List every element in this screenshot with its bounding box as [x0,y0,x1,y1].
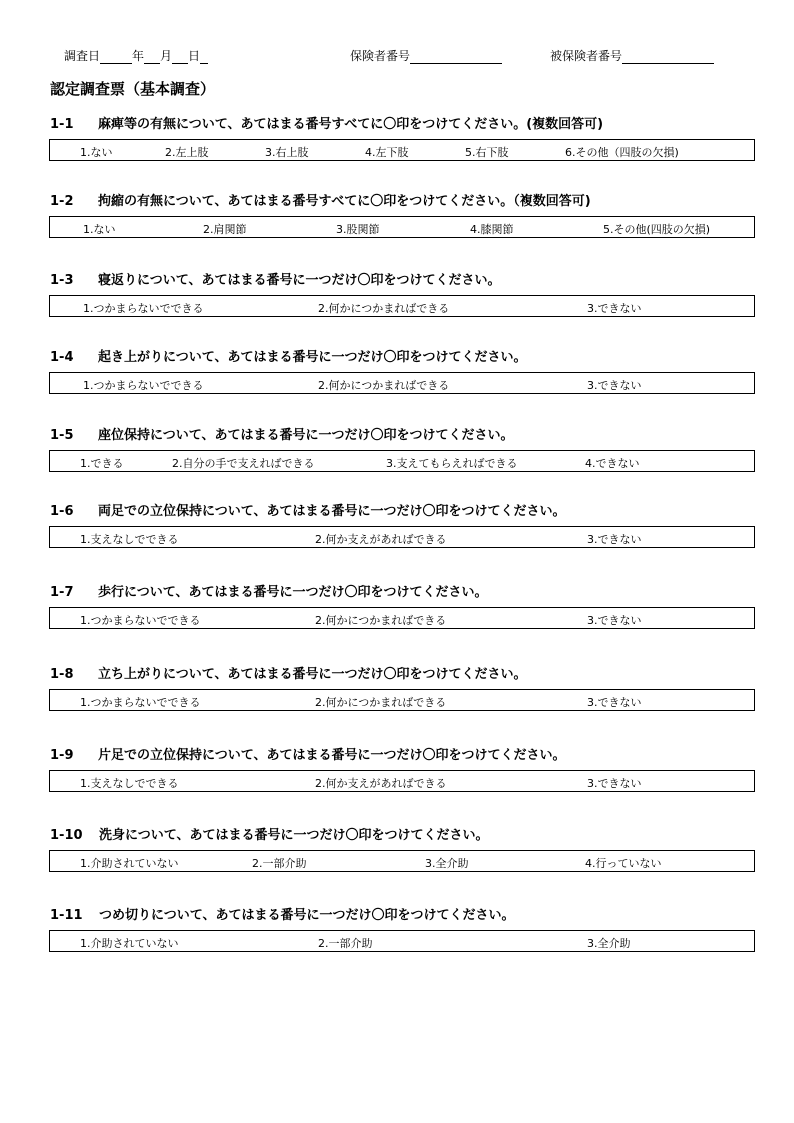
option-1[interactable]: 1.支えなしでできる [80,777,179,790]
option-1[interactable]: 1.介助されていない [80,937,179,950]
question-title [50,272,755,290]
options-box [49,930,755,952]
option-3[interactable]: 3.できない [587,379,642,392]
question-number: 1-8 [50,667,74,682]
question-text: 歩行について、あてはまる番号に一つだけ〇印をつけてください。 [98,585,488,600]
question-number: 1-4 [50,350,74,365]
question-title [50,116,755,134]
question-text: 寝返りについて、あてはまる番号に一つだけ〇印をつけてください。 [98,273,501,288]
option-1[interactable]: 1.つかまらないでできる [80,696,201,709]
question-text: 拘縮の有無について、あてはまる番号すべてに〇印をつけてください。（複数回答可) [98,194,591,209]
question-number: 1-9 [50,748,74,763]
question-title [50,666,755,684]
option-2[interactable]: 2.自分の手で支えればできる [172,457,315,470]
options-box [49,372,755,394]
insured-number-field[interactable] [550,47,714,64]
question-text: 麻痺等の有無について、あてはまる番号すべてに〇印をつけてください。(複数回答可) [98,117,604,132]
option-3[interactable]: 3.できない [587,777,642,790]
question-title [50,747,755,765]
question-text: 立ち上がりについて、あてはまる番号に一つだけ〇印をつけてください。 [98,667,527,682]
question-number: 1-3 [50,273,74,288]
question-1-6 [49,503,755,548]
option-3[interactable]: 3.できない [587,614,642,627]
option-1[interactable]: 1.介助されていない [80,857,179,870]
option-6[interactable]: 6.その他（四肢の欠損) [565,146,679,159]
question-title [50,584,755,602]
option-2[interactable]: 2.一部介助 [252,857,307,870]
question-text: 座位保持について、あてはまる番号に一つだけ〇印をつけてください。 [98,428,514,443]
question-number: 1-1 [50,117,74,132]
survey-date-field[interactable] [64,47,208,64]
option-2[interactable]: 2.何か支えがあればできる [315,777,447,790]
page-title: 認定調査票（基本調査） [50,80,216,98]
option-4[interactable]: 4.行っていない [585,857,662,870]
question-number: 1-6 [50,504,74,519]
year-label: 年 [132,49,145,63]
question-title [50,827,755,845]
question-1-1 [49,116,755,161]
option-5[interactable]: 5.右下肢 [465,146,509,159]
question-text: 両足での立位保持について、あてはまる番号に一つだけ〇印をつけてください。 [98,504,566,519]
options-box [49,526,755,548]
question-title [50,427,755,445]
option-2[interactable]: 2.一部介助 [318,937,373,950]
option-2[interactable]: 2.何かにつかまればできる [318,302,450,315]
option-3[interactable]: 3.全介助 [425,857,469,870]
option-2[interactable]: 2.左上肢 [165,146,209,159]
option-3[interactable]: 3.できない [587,302,642,315]
question-title [50,503,755,521]
option-1[interactable]: 1.つかまらないでできる [83,302,204,315]
option-1[interactable]: 1.ない [83,223,116,236]
question-1-5 [49,427,755,472]
question-title [50,349,755,367]
option-1[interactable]: 1.できる [80,457,124,470]
options-box [49,850,755,872]
question-text: 起き上がりについて、あてはまる番号に一つだけ〇印をつけてください。 [98,350,527,365]
question-number: 1-7 [50,585,74,600]
question-title [50,193,755,211]
question-1-8 [49,666,755,711]
question-1-4 [49,349,755,394]
options-box [49,216,755,238]
month-label: 月 [160,49,173,63]
survey-date-label: 調査日 [64,49,101,63]
option-3[interactable]: 3.股関節 [336,223,380,236]
option-1[interactable]: 1.つかまらないでできる [83,379,204,392]
option-3[interactable]: 3.全介助 [587,937,631,950]
options-box [49,450,755,472]
question-text: つめ切りについて、あてはまる番号に一つだけ〇印をつけてください。 [99,908,515,923]
option-1[interactable]: 1.つかまらないでできる [80,614,201,627]
insurer-number-field[interactable] [350,47,502,64]
option-4[interactable]: 4.左下肢 [365,146,409,159]
question-text: 洗身について、あてはまる番号に一つだけ〇印をつけてください。 [99,828,489,843]
insured-number-label: 被保険者番号 [550,49,623,63]
option-2[interactable]: 2.何かにつかまればできる [315,696,447,709]
option-3[interactable]: 3.支えてもらえればできる [386,457,518,470]
option-3[interactable]: 3.できない [587,696,642,709]
question-1-3 [49,272,755,317]
options-box [49,607,755,629]
options-box [49,689,755,711]
insurer-number-label: 保険者番号 [350,49,411,63]
question-1-11 [49,907,755,952]
options-box [49,770,755,792]
option-3[interactable]: 3.できない [587,533,642,546]
option-2[interactable]: 2.何かにつかまればできる [318,379,450,392]
question-title [50,907,755,925]
question-number: 1-5 [50,428,74,443]
question-number: 1-11 [50,908,83,923]
header [64,47,744,67]
day-label: 日 [188,49,201,63]
option-1[interactable]: 1.ない [80,146,113,159]
option-2[interactable]: 2.何か支えがあればできる [315,533,447,546]
option-4[interactable]: 4.膝関節 [470,223,514,236]
question-1-9 [49,747,755,792]
option-4[interactable]: 4.できない [585,457,640,470]
question-1-2 [49,193,755,238]
option-1[interactable]: 1.支えなしでできる [80,533,179,546]
question-1-7 [49,584,755,629]
question-number: 1-2 [50,194,74,209]
options-box [49,139,755,161]
question-1-10 [49,827,755,872]
question-text: 片足での立位保持について、あてはまる番号に一つだけ〇印をつけてください。 [98,748,566,763]
question-number: 1-10 [50,828,83,843]
option-2[interactable]: 2.何かにつかまればできる [315,614,447,627]
option-2[interactable]: 2.肩関節 [203,223,247,236]
options-box [49,295,755,317]
option-3[interactable]: 3.右上肢 [265,146,309,159]
option-5[interactable]: 5.その他(四肢の欠損) [603,223,711,236]
